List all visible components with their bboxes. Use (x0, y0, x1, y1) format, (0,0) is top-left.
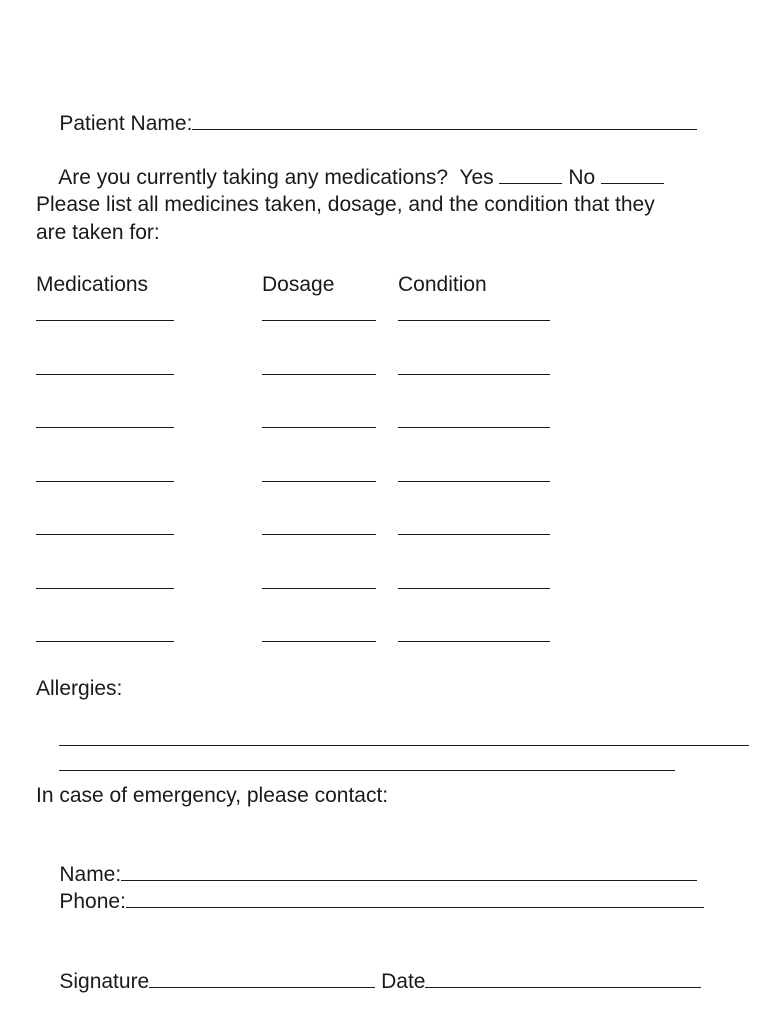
condition-blank-cell (398, 301, 550, 327)
condition-blank-cell (398, 569, 550, 595)
condition-blank-cell (398, 408, 550, 434)
condition-blank-cell (398, 515, 550, 541)
signature-label: Signature (59, 970, 150, 993)
signature-row (36, 944, 701, 1018)
dosage-blank-cell (262, 301, 376, 327)
allergies-blank-2[interactable] (59, 751, 675, 771)
condition-blank[interactable] (398, 408, 550, 428)
instructions-line-1: Please list all medicines taken, dosage, and the condition that they (36, 193, 655, 216)
dosage-blank[interactable] (262, 355, 376, 375)
emergency-phone-row (36, 864, 704, 938)
medication-blank[interactable] (36, 301, 174, 321)
condition-blank[interactable] (398, 355, 550, 375)
condition-blank[interactable] (398, 622, 550, 642)
dosage-blank[interactable] (262, 569, 376, 589)
medication-blank-cell (36, 355, 174, 381)
medication-blank-cell (36, 569, 174, 595)
dosage-blank-cell (262, 569, 376, 595)
dosage-blank-cell (262, 515, 376, 541)
medication-blank[interactable] (36, 569, 174, 589)
header-condition: Condition (398, 273, 487, 296)
patient-name-label: Patient Name: (59, 112, 193, 135)
medication-blank-cell (36, 622, 174, 648)
no-blank[interactable] (601, 164, 664, 184)
medication-blank[interactable] (36, 355, 174, 375)
signature-blank[interactable] (149, 968, 375, 988)
patient-name-blank[interactable] (192, 110, 697, 130)
emergency-name-label: Name: (59, 863, 122, 886)
medication-blank[interactable] (36, 515, 174, 535)
condition-blank[interactable] (398, 569, 550, 589)
date-label: Date (381, 970, 426, 993)
emergency-phone-blank[interactable] (126, 888, 704, 908)
emergency-phone-label: Phone: (59, 890, 126, 913)
condition-blank-cell (398, 462, 550, 488)
condition-blank[interactable] (398, 301, 550, 321)
dosage-blank[interactable] (262, 515, 376, 535)
emergency-heading: In case of emergency, please contact: (36, 784, 389, 807)
condition-blank[interactable] (398, 462, 550, 482)
yes-blank[interactable] (499, 164, 562, 184)
dosage-blank-cell (262, 622, 376, 648)
condition-blank-cell (398, 355, 550, 381)
condition-blank-cell (398, 622, 550, 648)
dosage-blank[interactable] (262, 462, 376, 482)
dosage-blank-cell (262, 408, 376, 434)
dosage-blank-cell (262, 355, 376, 381)
dosage-blank-cell (262, 462, 376, 488)
dosage-blank[interactable] (262, 408, 376, 428)
header-dosage: Dosage (262, 273, 335, 296)
medication-blank-cell (36, 408, 174, 434)
header-medications: Medications (36, 273, 149, 296)
medication-blank-cell (36, 515, 174, 541)
medication-blank-cell (36, 462, 174, 488)
date-blank[interactable] (425, 968, 701, 988)
allergies-label: Allergies: (36, 677, 123, 700)
medication-blank-cell (36, 301, 174, 327)
medications-question: Are you currently taking any medications? (58, 166, 449, 189)
medication-blank[interactable] (36, 622, 174, 642)
no-label: No (568, 166, 596, 189)
instructions-line-2: are taken for: (36, 221, 160, 244)
dosage-blank[interactable] (262, 622, 376, 642)
medication-blank[interactable] (36, 408, 174, 428)
dosage-blank[interactable] (262, 301, 376, 321)
medication-blank[interactable] (36, 462, 174, 482)
condition-blank[interactable] (398, 515, 550, 535)
yes-label: Yes (459, 166, 494, 189)
